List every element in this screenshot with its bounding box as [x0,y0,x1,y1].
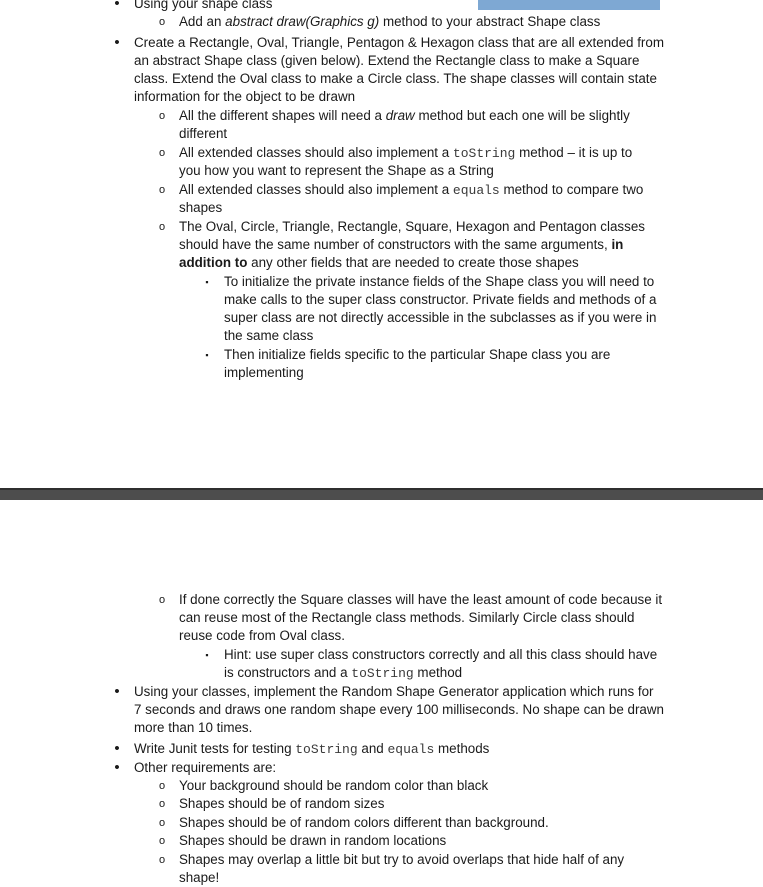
bullet-square: ▪ [205,650,209,660]
list-item-text: Then initialize fields specific to the particular Shape class you are [224,347,611,362]
list-item-text: 7 seconds and draws one random shape every 100 milliseconds. No shape can be drawn [134,702,664,717]
bullet-circle: o [158,798,166,810]
text-run: method – it is up to [515,145,633,160]
list-item-text: Using your classes, implement the Random Shape Generator application which runs for [134,684,654,699]
page-separator [0,488,763,500]
list-item-text: super class are not directly accessible in the subclasses as if you were in [224,310,657,325]
code-run: toString [295,742,358,757]
page-separator-edge [0,488,763,490]
text-run: All extended classes should also implement a [179,145,453,160]
bullet-square: ▪ [205,350,209,360]
list-item-text: class. Extend the Oval class to make a Circle class. The shape classes will contain state [134,71,657,86]
bullet-circle: o [158,184,166,196]
bullet-circle: o [158,147,166,159]
text-run: and [357,741,388,756]
text-run-italic: abstract draw(Graphics g) [225,14,380,29]
bullet-circle: o [158,110,166,122]
text-run-italic: draw [385,108,415,123]
code-run: equals [452,183,500,198]
list-item-text [179,144,632,162]
list-item-text [179,254,579,272]
list-item-text: more than 10 times. [134,720,253,735]
text-run: All the different shapes will need a [179,108,386,123]
bullet-circle: o [158,221,166,233]
list-item-text: Using your shape class [134,0,273,11]
code-run: equals [387,742,435,757]
list-item-text [179,107,630,125]
code-run: toString [452,146,516,161]
highlight-bar [478,0,660,10]
document-page-2 [0,500,763,885]
list-item-text: information for the object to be drawn [134,89,356,104]
list-item-text: different [179,126,228,141]
list-item-text: shapes [179,200,223,215]
text-run: any other fields that are needed to create those shapes [247,255,579,270]
text-run: method to your abstract Shape class [379,14,601,29]
bullet-circle: o [158,817,166,829]
bullet-circle: o [158,854,166,866]
text-run: method but each one will be slightly [414,108,630,123]
text-run-bold: addition to [179,255,248,270]
list-item-text: make calls to the super class constructor. Private fields and methods of a [224,292,657,307]
list-item-text: Your background should be random color than black [179,778,489,793]
text-run: Write Junit tests for testing [134,741,296,756]
bullet-circle: o [158,594,166,606]
list-item-text [134,740,489,758]
bullet-disc: • [114,683,120,700]
list-item-text: Shapes should be of random colors different than background. [179,815,549,830]
bullet-disc: • [114,0,120,12]
bullet-disc: • [114,34,120,51]
list-item-text: you how you want to represent the Shape as a String [179,163,494,178]
bullet-circle: o [158,780,166,792]
text-run: All extended classes should also implement a [179,182,453,197]
list-item-text: the same class [224,328,314,343]
list-item-text: Other requirements are: [134,760,277,775]
list-item-text: Create a Rectangle, Oval, Triangle, Pentagon & Hexagon class that are all extended from [134,35,664,50]
bullet-disc: • [114,740,120,757]
list-item-text: If done correctly the Square classes will have the least amount of code because it [179,592,663,607]
text-run-bold: in [611,237,624,252]
text-run: method to compare two [499,182,644,197]
list-item-text [179,236,623,254]
text-run: Add an [179,14,226,29]
list-item-text: Hint: use super class constructors correctly and all this class should have [224,647,658,662]
list-item-text: shape! [179,870,220,885]
list-item-text: The Oval, Circle, Triangle, Rectangle, Square, Hexagon and Pentagon classes [179,219,645,234]
bullet-circle: o [158,16,166,28]
bullet-circle: o [158,835,166,847]
list-item-text [179,181,643,199]
bullet-square: ▪ [205,277,209,287]
list-item-text: implementing [224,365,304,380]
list-item-text: reuse code from Oval class. [179,628,345,643]
text-run: method [413,665,463,680]
list-item-text [179,13,600,31]
list-item-text: Shapes may overlap a little bit but try to avoid overlaps that hide half of any [179,852,625,867]
list-item-text [224,664,462,682]
bullet-disc: • [114,759,120,776]
code-run: toString [351,666,414,681]
list-item-text: To initialize the private instance fields of the Shape class you will need to [224,274,655,289]
text-run: should have the same number of constructors with the same arguments, [179,237,612,252]
text-run: methods [434,741,490,756]
text-run: is constructors and a [224,665,352,680]
list-item-text: can reuse most of the Rectangle class methods. Similarly Circle class should [179,610,635,625]
list-item-text: Shapes should be drawn in random locations [179,833,447,848]
list-item-text: an abstract Shape class (given below). Extend the Rectangle class to make a Square [134,53,640,68]
list-item-text: Shapes should be of random sizes [179,796,385,811]
